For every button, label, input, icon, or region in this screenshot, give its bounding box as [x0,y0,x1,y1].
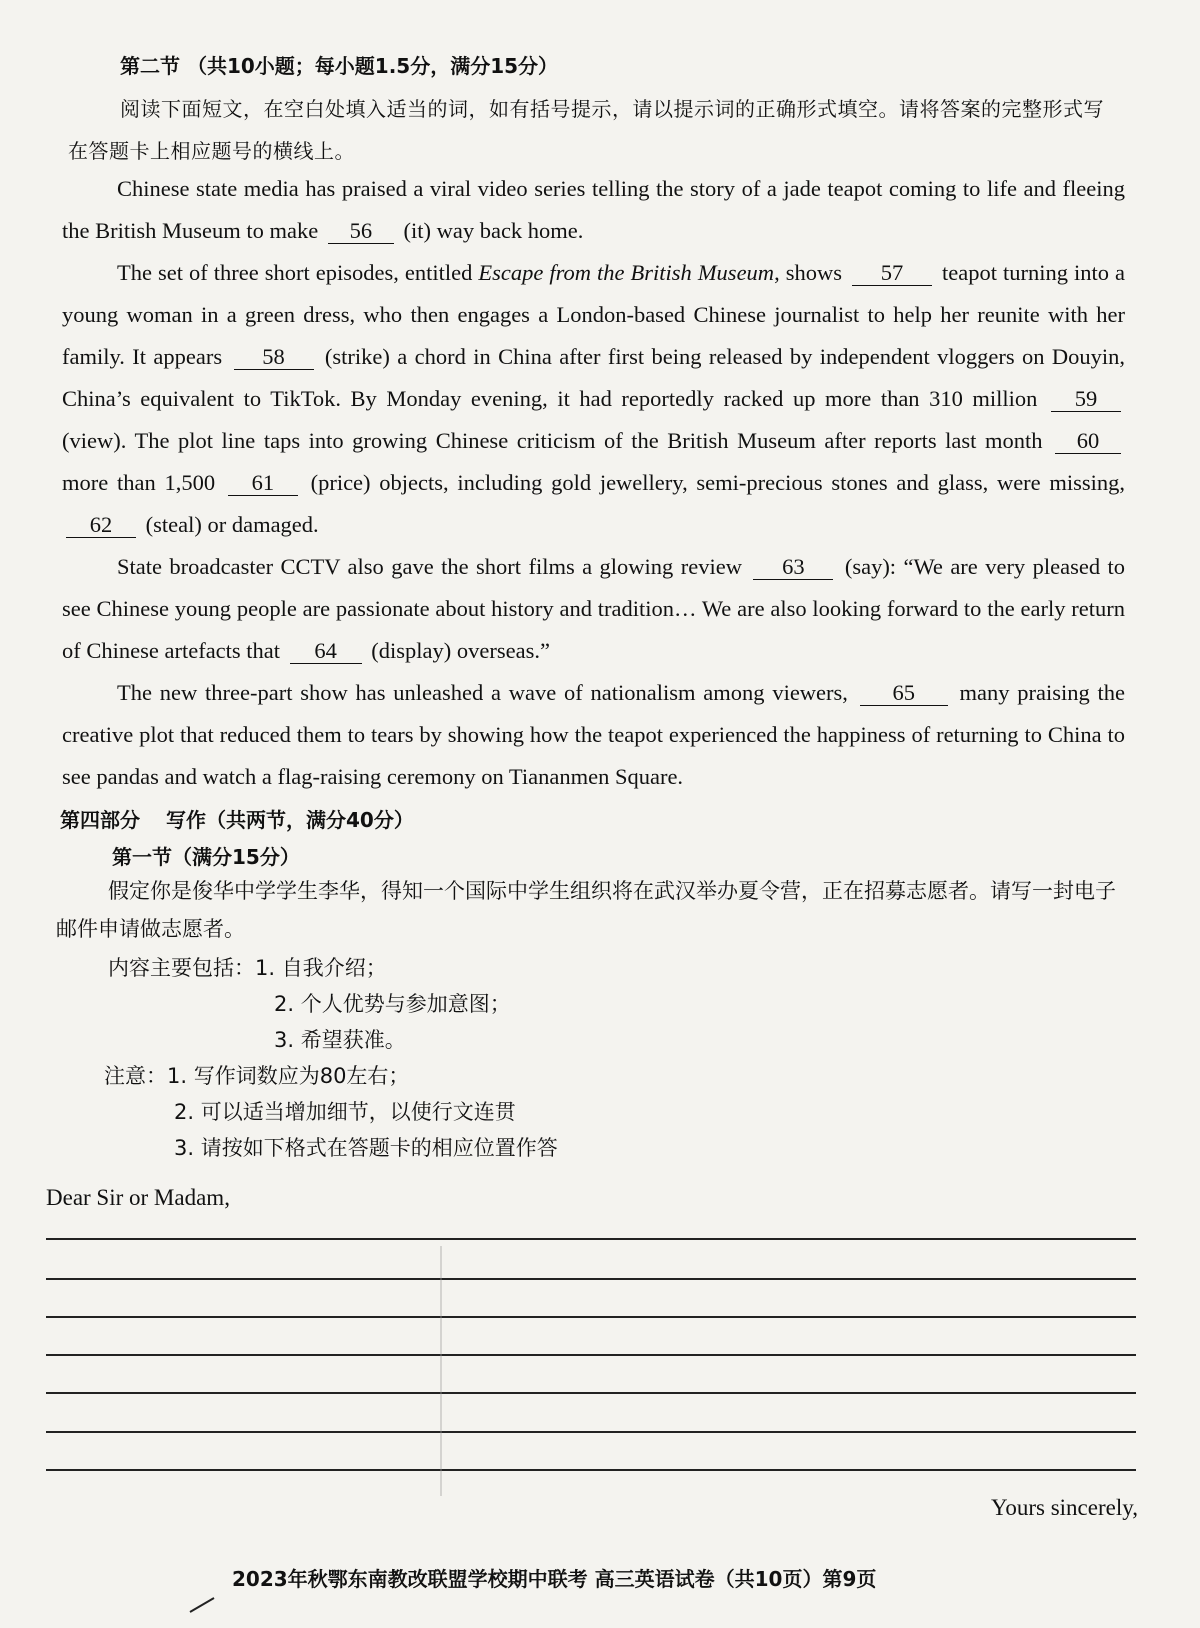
passage-text: (say): “We are very pleased to see Chinese young people are passionate about history and tradition… We are also looking forward to the early return of Chinese artefacts that [62,554,1126,663]
salutation: Dear Sir or Madam, [46,1185,230,1210]
writing-line [46,1354,1136,1356]
part-subtitle: 写作（共两节，满分40分） [166,808,414,832]
blank-62: 62 [66,513,136,538]
paragraph-3 [62,546,1125,672]
blank-57: 57 [852,261,932,286]
part-title: 第四部分 [60,808,140,832]
blank-64: 64 [290,639,362,664]
passage-text: many praising the creative plot that reduced them to tears by showing how the teapot experienced the happiness of returning to China to see pandas and watch a flag-raising ceremony on Tiananmen Square. [62,680,1125,789]
passage-text: The set of three short episodes, entitled [117,260,473,285]
fold-mark [440,1246,442,1496]
passage-text: State broadcaster CCTV also gave the short films a glowing review [117,554,742,579]
passage-text: Chinese state media has praised a viral video series telling the story of a jade teapot coming to life and fleeing the British Museum to make [62,176,1125,243]
closing: Yours sincerely, [991,1495,1138,1520]
writing-line [46,1238,1136,1240]
writing-line [46,1392,1136,1394]
paragraph-2 [62,252,1125,546]
episode-title: Escape from the British Museum [478,260,775,285]
note-1: 注意：1. 写作词数应为80左右； [104,1064,410,1088]
content-requirement-3: 3. 希望获准。 [274,1028,406,1052]
passage-text: (view). The plot line taps into growing Chinese criticism of the British Museum after reports last month [62,428,1043,453]
paragraph-4 [62,672,1125,798]
section-heading: 第二节 （共10小题；每小题1.5分，满分15分） [120,54,559,78]
blank-65: 65 [860,681,948,706]
blank-63: 63 [753,555,833,580]
passage-text: , shows [774,260,842,285]
blank-60: 60 [1055,429,1121,454]
writing-line [46,1431,1136,1433]
writing-line [46,1469,1136,1471]
writing-section-heading: 第一节（满分15分） [112,845,300,869]
writing-line [46,1316,1136,1318]
passage-text: (it) way back home. [403,218,584,243]
passage-text: (steal) or damaged. [145,512,319,537]
blank-58: 58 [234,345,314,370]
part-4-heading [60,804,414,833]
blank-61: 61 [228,471,298,496]
passage-text: (price) objects, including gold jewellery, semi-precious stones and glass, were missing, [310,470,1126,495]
writing-line [46,1278,1136,1280]
passage-text: more than 1,500 [62,470,216,495]
instructions: 阅读下面短文，在空白处填入适当的词，如有括号提示，请以提示词的正确形式填空。请将答案的完整形式写在答题卡上相应题号的横线上。 [68,97,1104,163]
passage-text: The new three-part show has unleashed a wave of nationalism among viewers, [117,680,848,705]
content-requirement-1: 内容主要包括：1. 自我介绍； [108,956,387,980]
cloze-passage [62,168,1125,798]
pen-mark-icon [188,1592,218,1616]
blank-59: 59 [1051,387,1121,412]
passage-text: (display) overseas.” [371,638,550,663]
writing-task: 假定你是俊华中学学生李华，得知一个国际中学生组织将在武汉举办夏令营，正在招募志愿者。请写一封电子邮件申请做志愿者。 [56,879,1116,941]
blank-56: 56 [328,219,394,244]
note-2: 2. 可以适当增加细节，以使行文连贯 [174,1100,516,1124]
content-requirement-2: 2. 个人优势与参加意图； [274,992,511,1016]
note-3: 3. 请按如下格式在答题卡的相应位置作答 [174,1136,558,1160]
passage-text: (strike) a chord in China after first being released by independent vloggers on Douyin, China’s equivalent to TikTok. By Monday evening, it had reportedly racked up more than 310 million [62,344,1126,411]
passage-text: teapot turning into a young woman in a green dress, who then engages a London-based Chinese journalist to help her reunite with her family. It appears [62,260,1125,369]
page-footer: 2023年秋鄂东南教改联盟学校期中联考 高三英语试卷（共10页）第9页 [232,1567,877,1591]
paragraph-1 [62,168,1125,252]
